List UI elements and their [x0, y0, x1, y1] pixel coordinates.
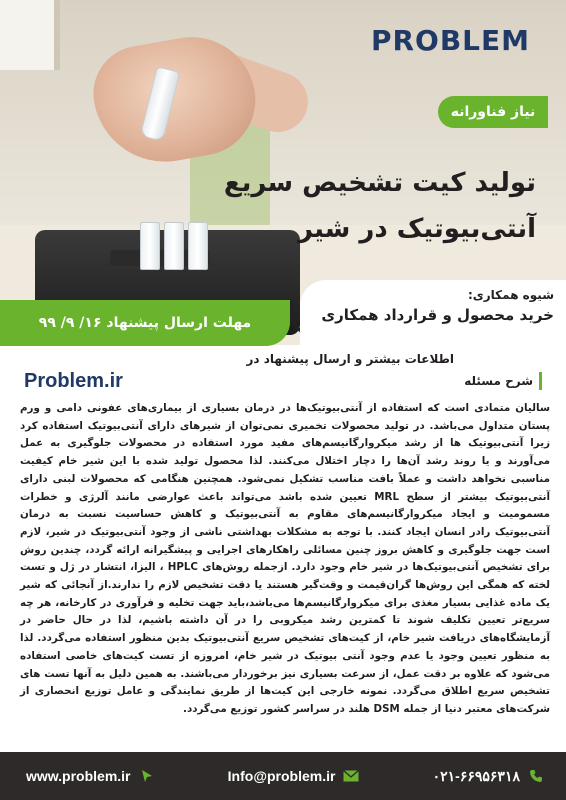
hero-window	[0, 0, 60, 70]
problem-description: سالیان متمادی است که استفاده از آنتی‌بیوتیک‌ها در درمان بسیاری از بیماری‌های عفونی دامی و ورم پستان متداول می‌باشد. در تولید محصولات تخمیری نمی‌توان از شیرهای دارای آنتی‌بیوتیک استفاده کرد زیرا آنتی‌بیوتیک ها از رشد میکروارگانیسم‌های مفید مورد استفاده در محصولات جلوگیری به عمل می‌آورند و یا روند رشد آن‌ها را دچار اختلال می‌کنند. لذا محصول تولید شده با این شیر خام کیفیت مناسبی نخواهد داشت و عملاً بافت مناسب تشکیل نمی‌شود. همچنین هنگامی که محصولات لبنی دارای آنتی‌بیوتیک بیشتر از سطح MRL تعیین شده باشد می‌تواند باعث عوارضی مانند آلرژی و خطرات مسمومیت و ایجاد میکروارگانیسم‌های مقاوم به آنتی‌بیوتیک و کاهش حساسیت نسبت به درمان آنتی‌بیوتیک رادر انسان ایجاد کنند. با توجه به مشکلات بهداشتی ناشی از وجود آنتی‌بیوتیک در شیر، لازم است جهت جلوگیری و کاهش بروز چنین مسائلی راهکارهای اجرایی و پیشگیرانه ارائه گردد، چندین روش برای تشخیص آنتی‌بیوتیک‌ها در شیر خام وجود دارد. ازجمله روش‌های HPLC ، الیزا، انتشار در ژل و تست لخته که همگی این روش‌ها گران‌قیمت و وقت‌گیر هستند یا دقت تشخیص لازم را ندارند.از آنجائی که شیر یک ماده غذایی بسیار مغذی برای میکروارگانیسم‌ها می‌باشد،باید جهت تخلیه و فرآوری در کارخانه، هر چه سریع‌تر تعیین تکلیف شوند تا کمترین رشد میکروبی را در آن داشته باشیم، لذا در حال حاضر در آزمایشگاه‌های دریافت شیر خام، از کیت‌های تشخیص سریع آنتی‌بیوتیک بدین منظور استفاده می‌گردد. لذا به منظور تعیین وجود یا عدم وجود آنتی بیوتیک در شیر خام، امروزه از تست کیت‌های خاصی استفاده می‌شود که علاوه بر دقت عمل، از سرعت بسیاری نیز برخوردار می‌باشند. به همین دلیل به آنها تست های تشخیص سریع اطلاق می‌گردد. نمونه خارجی این کیت‌ها از طریق نمایندگی و عامل توزیع انحصاری از شرکت‌های معتبر دنیا از جمله DSM هلند در سراسر کشور توزیع می‌گردد.	[20, 402, 550, 715]
deadline-banner: مهلت ارسال پیشنهاد ۱۶/ ۹/ ۹۹	[0, 300, 290, 346]
page-title	[206, 160, 536, 252]
cooperation-value: خرید محصول و قرارداد همکاری	[321, 306, 554, 324]
hero-vial	[188, 222, 208, 270]
envelope-icon	[343, 768, 359, 784]
phone-icon	[528, 768, 544, 784]
phone-text: ۰۲۱-۶۶۹۵۶۳۱۸	[432, 767, 520, 784]
section-title: شرح مسئله	[464, 374, 533, 388]
footer-email[interactable]	[228, 768, 360, 784]
email-text: Info@problem.ir	[227, 768, 336, 784]
hero-vial	[164, 222, 184, 270]
logo-text: PROBLEM	[370, 23, 530, 57]
section-header	[464, 372, 542, 390]
brand-logo	[370, 23, 530, 57]
footer-phone[interactable]	[433, 768, 544, 785]
cursor-icon	[139, 768, 155, 784]
category-badge: نیاز فناورانه	[438, 96, 548, 128]
footer-website[interactable]	[26, 768, 155, 784]
cooperation-label: شیوه همکاری:	[467, 288, 554, 302]
more-info-text: اطلاعات بیشتر و ارسال پیشنهاد در	[246, 352, 454, 366]
cooperation-box	[300, 280, 566, 345]
title-line-1: تولید کیت تشخیص سریع	[223, 168, 536, 198]
footer	[0, 752, 566, 800]
site-link[interactable]: Problem.ir	[24, 370, 123, 392]
section-accent-bar	[539, 372, 542, 390]
title-line-2: آنتی‌بیوتیک در شیر	[297, 214, 536, 244]
hero-vial	[140, 222, 160, 270]
website-text: www.problem.ir	[26, 768, 131, 784]
